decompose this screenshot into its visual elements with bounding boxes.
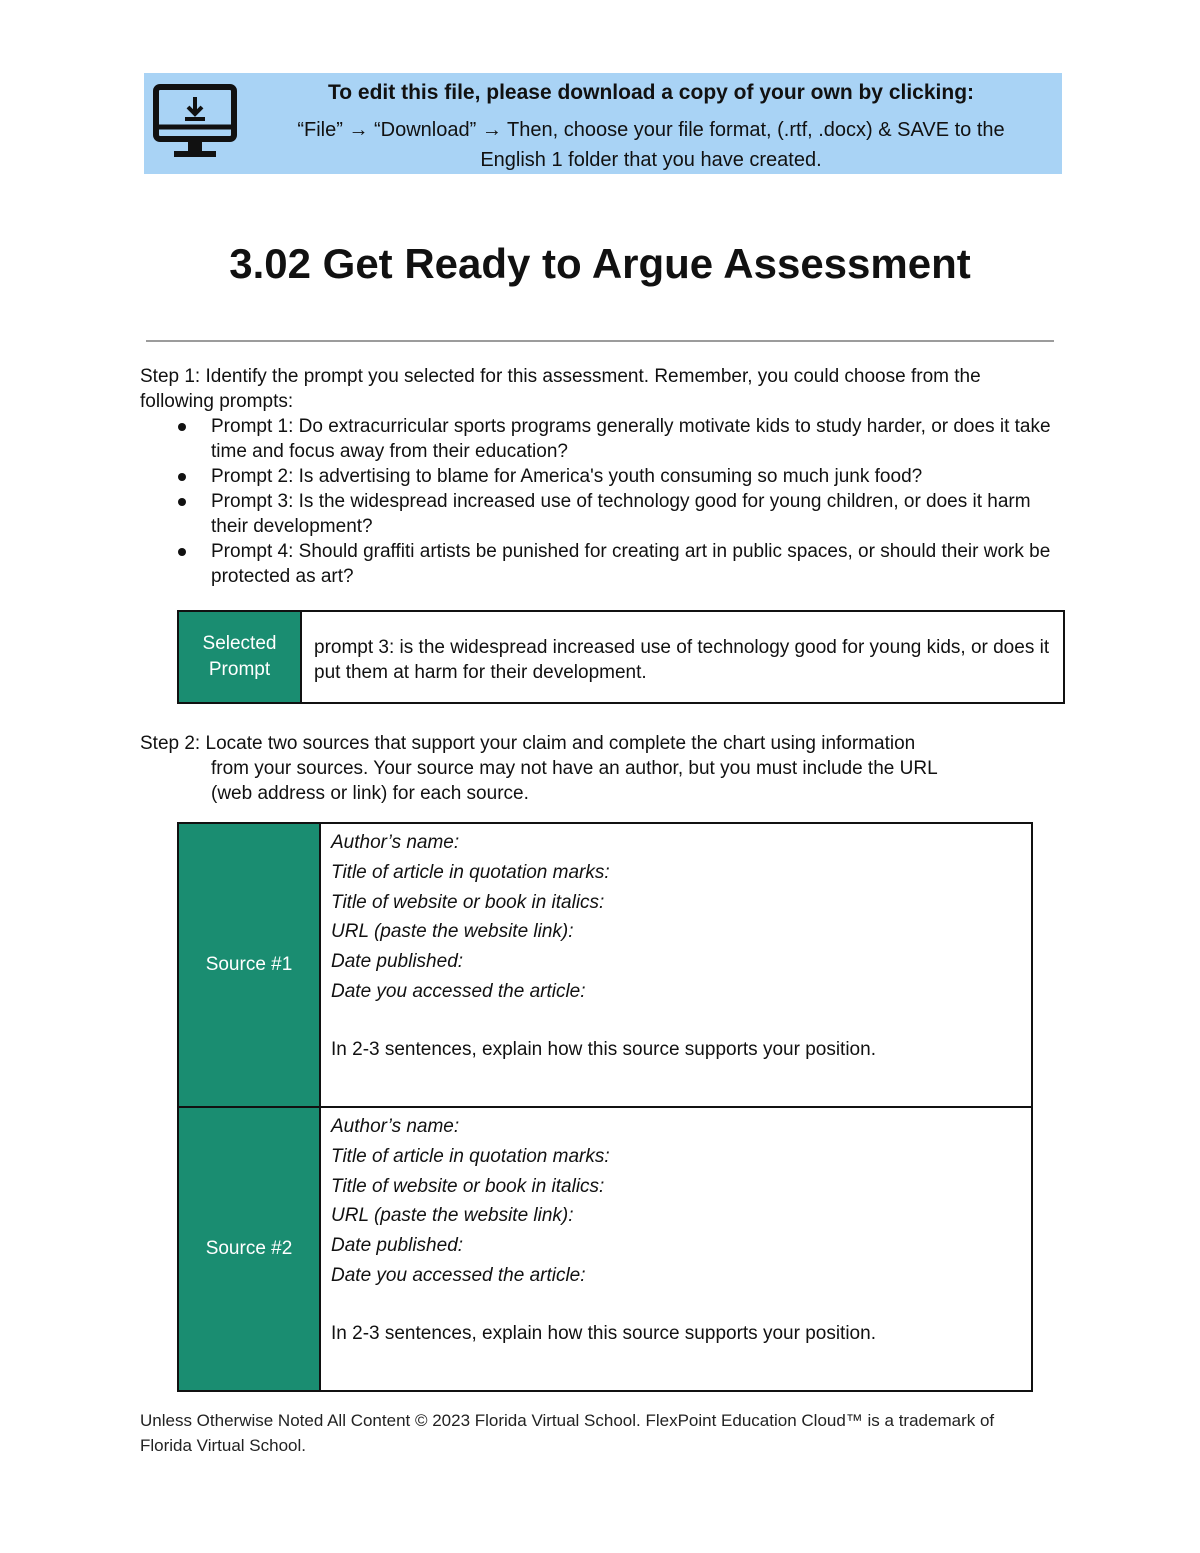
step1-text: Identify the prompt you selected for this assessment. Remember, you could choose from the following prompts: (140, 366, 981, 412)
source-label: Source #1 (178, 823, 320, 1107)
banner-instructions-line1: “File” → “Download” → Then, choose your file format, (.rtf, .docx) & SAVE to the (297, 119, 1005, 141)
list-item (175, 464, 1065, 489)
selected-prompt-table (177, 610, 1065, 704)
step1-label: Step 1: (140, 366, 201, 387)
date-published-field: Date published: (331, 951, 464, 973)
step2-line3 (140, 781, 1060, 806)
banner-heading: To edit this file, please download a copy of your own by clicking: (327, 81, 975, 104)
source-label: Source #2 (178, 1107, 320, 1391)
article-title-field: Title of article in quotation marks: (331, 861, 610, 883)
prompt-text: Do extracurricular sports programs generally motivate kids to study harder, or does it take time and focus away from their education? (211, 416, 1051, 462)
website-title-field: Title of website or book in italics: (331, 1175, 605, 1197)
source-details-cell[interactable] (320, 1107, 1032, 1391)
prompt-text: Should graffiti artists be punished for creating art in public spaces, or should their work be protected as art? (211, 541, 1051, 587)
selected-prompt-label (178, 611, 301, 703)
prompt-label: Prompt 1: (211, 416, 294, 437)
explanation-prompt: In 2-3 sentences, explain how this source supports your position. (331, 1038, 876, 1060)
prompt-label: Prompt 3: (211, 491, 294, 512)
banner-instructions (240, 115, 1062, 175)
step2-instructions (140, 731, 1060, 806)
selected-prompt-value[interactable]: prompt 3: is the widespread increased use of technology good for young kids, or does it put them at harm for their development. (301, 611, 1064, 703)
divider (146, 340, 1054, 342)
download-monitor-icon (152, 83, 238, 163)
step2-text-line1: Locate two sources that support your claim and complete the chart using information (200, 733, 916, 754)
step2-text-line2: from your sources. Your source may not have an author, but you must include the (211, 758, 900, 779)
prompt-text: Is the widespread increased use of technology good for young children, or does it harm their development? (211, 491, 1031, 537)
download-instructions-banner (144, 73, 1062, 174)
list-item (175, 489, 1065, 539)
table-row (178, 823, 1032, 1107)
list-item (175, 414, 1065, 464)
step2-label: Step 2: (140, 733, 201, 754)
url-field: URL (paste the website link): (331, 1205, 574, 1227)
date-accessed-field: Date you accessed the article: (331, 1264, 586, 1286)
step1-instructions (140, 364, 1040, 414)
selected-prompt-label-line2: Prompt (208, 659, 271, 680)
article-title-field: Title of article in quotation marks: (331, 1145, 610, 1167)
explanation-prompt: In 2-3 sentences, explain how this source supports your position. (331, 1322, 876, 1344)
prompt-label: Prompt 2: (211, 466, 294, 487)
prompt-list (175, 414, 1065, 589)
author-field: Author’s name: (331, 832, 460, 853)
step2-line2 (140, 756, 1060, 781)
prompt-text: Is advertising to blame for America's youth consuming so much junk food? (293, 466, 923, 487)
step2-text-line3: (web address or link) for each source (211, 783, 524, 804)
copyright-footer: Unless Otherwise Noted All Content © 2023 Florida Virtual School. FlexPoint Education Cloud™ is a trademark of Florida Virtual School. (140, 1411, 995, 1455)
banner-instructions-line2: English 1 folder that you have created. (480, 149, 822, 171)
date-published-field: Date published: (331, 1235, 464, 1257)
list-item (175, 539, 1065, 589)
selected-prompt-label-line1: Selected (202, 633, 277, 654)
author-field: Author’s name: (331, 1116, 460, 1137)
url-field: URL (paste the website link): (331, 921, 574, 943)
prompt-label: Prompt 4: (211, 541, 294, 562)
sources-table (177, 822, 1033, 1392)
date-accessed-field: Date you accessed the article: (331, 980, 586, 1002)
website-title-field: Title of website or book in italics: (331, 891, 605, 913)
step2-period: . (523, 783, 529, 804)
table-row (178, 1107, 1032, 1391)
page-title: 3.02 Get Ready to Argue Assessment (229, 240, 971, 287)
step2-url-word: URL (899, 758, 938, 779)
source-details-cell[interactable] (320, 823, 1032, 1107)
